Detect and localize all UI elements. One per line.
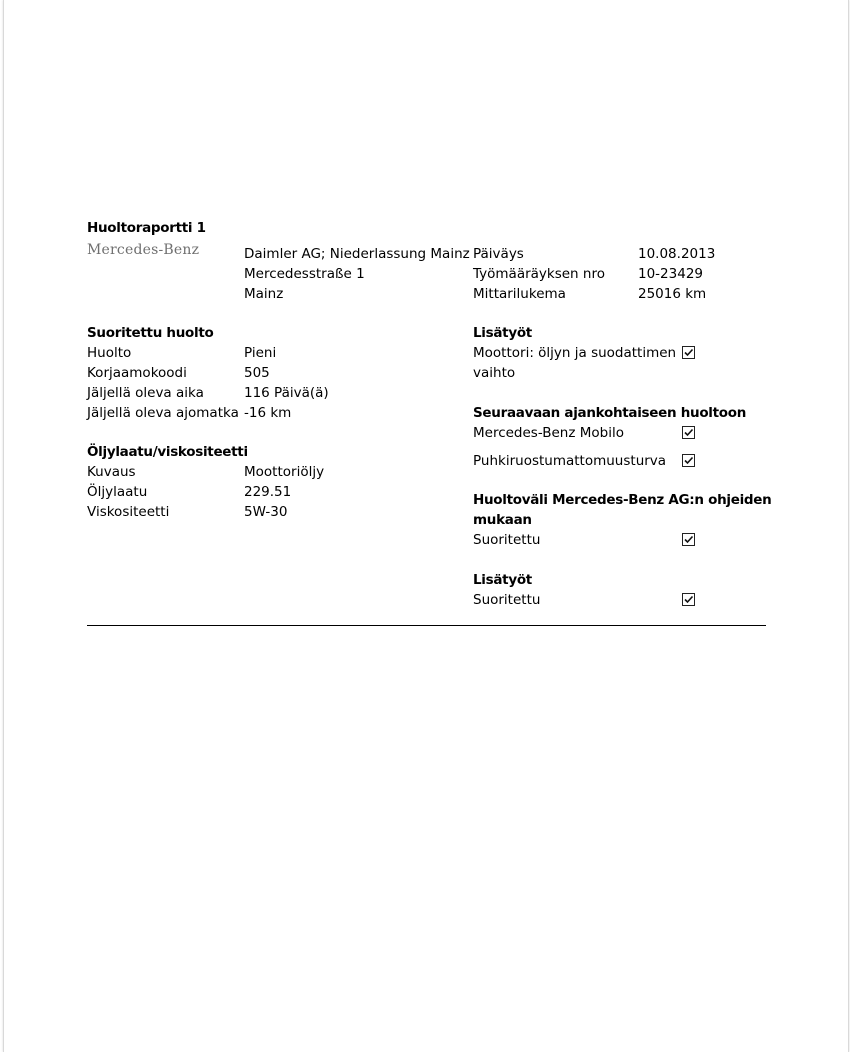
service-label-code: Korjaamokoodi <box>87 365 187 381</box>
oil-label-description: Kuvaus <box>87 464 136 480</box>
meta-label-workorder: Työmääräyksen nro <box>473 266 605 282</box>
dealer-name: Daimler AG; Niederlassung Mainz <box>244 246 470 262</box>
next-service-heading: Seuraavaan ajankohtaiseen huoltoon <box>473 405 747 421</box>
service-label-type: Huolto <box>87 345 132 361</box>
service-heading: Suoritettu huolto <box>87 325 214 341</box>
service-value-distance-left: -16 km <box>244 405 292 421</box>
dealer-street: Mercedesstraße 1 <box>244 266 365 282</box>
oil-label-viscosity: Viskositeetti <box>87 504 170 520</box>
document-page <box>3 0 849 1052</box>
report-title: Huoltoraportti 1 <box>87 220 206 236</box>
checkmark-icon <box>683 534 694 545</box>
extra-work-item-line2: vaihto <box>473 365 516 381</box>
interval-heading-line2: mukaan <box>473 512 532 528</box>
service-label-distance-left: Jäljellä oleva ajomatka <box>87 405 239 421</box>
meta-label-date: Päiväys <box>473 246 524 262</box>
extra-work-checkbox[interactable] <box>682 346 695 359</box>
oil-heading: Öljylaatu/viskositeetti <box>87 444 248 460</box>
next-service-item-mobilo: Mercedes-Benz Mobilo <box>473 425 624 441</box>
oil-value-description: Moottoriöljy <box>244 464 325 480</box>
checkmark-icon <box>683 427 694 438</box>
mercedes-benz-logo: Mercedes-Benz <box>87 242 200 258</box>
interval-item: Suoritettu <box>473 532 541 548</box>
service-value-code: 505 <box>244 365 270 381</box>
checkmark-icon <box>683 455 694 466</box>
checkmark-icon <box>683 347 694 358</box>
section-divider <box>87 625 766 626</box>
meta-value-date: 10.08.2013 <box>638 246 716 262</box>
extra-work2-checkbox[interactable] <box>682 593 695 606</box>
service-value-time-left: 116 Päivä(ä) <box>244 385 329 401</box>
next-service-item-rust: Puhkiruostumattomuusturva <box>473 453 667 469</box>
meta-value-odometer: 25016 km <box>638 286 707 302</box>
mobilo-checkbox[interactable] <box>682 426 695 439</box>
interval-heading-line1: Huoltoväli Mercedes-Benz AG:n ohjeiden <box>473 492 772 508</box>
service-value-type: Pieni <box>244 345 277 361</box>
extra-work2-item: Suoritettu <box>473 592 541 608</box>
extra-work-item-line1: Moottori: öljyn ja suodattimen <box>473 345 677 361</box>
service-label-time-left: Jäljellä oleva aika <box>87 385 204 401</box>
checkmark-icon <box>683 594 694 605</box>
oil-label-quality: Öljylaatu <box>87 484 148 500</box>
oil-value-quality: 229.51 <box>244 484 292 500</box>
dealer-city: Mainz <box>244 286 284 302</box>
interval-checkbox[interactable] <box>682 533 695 546</box>
rust-warranty-checkbox[interactable] <box>682 454 695 467</box>
meta-label-odometer: Mittarilukema <box>473 286 566 302</box>
extra-work2-heading: Lisätyöt <box>473 572 532 588</box>
oil-value-viscosity: 5W-30 <box>244 504 288 520</box>
meta-value-workorder: 10-23429 <box>638 266 703 282</box>
extra-work-heading: Lisätyöt <box>473 325 532 341</box>
